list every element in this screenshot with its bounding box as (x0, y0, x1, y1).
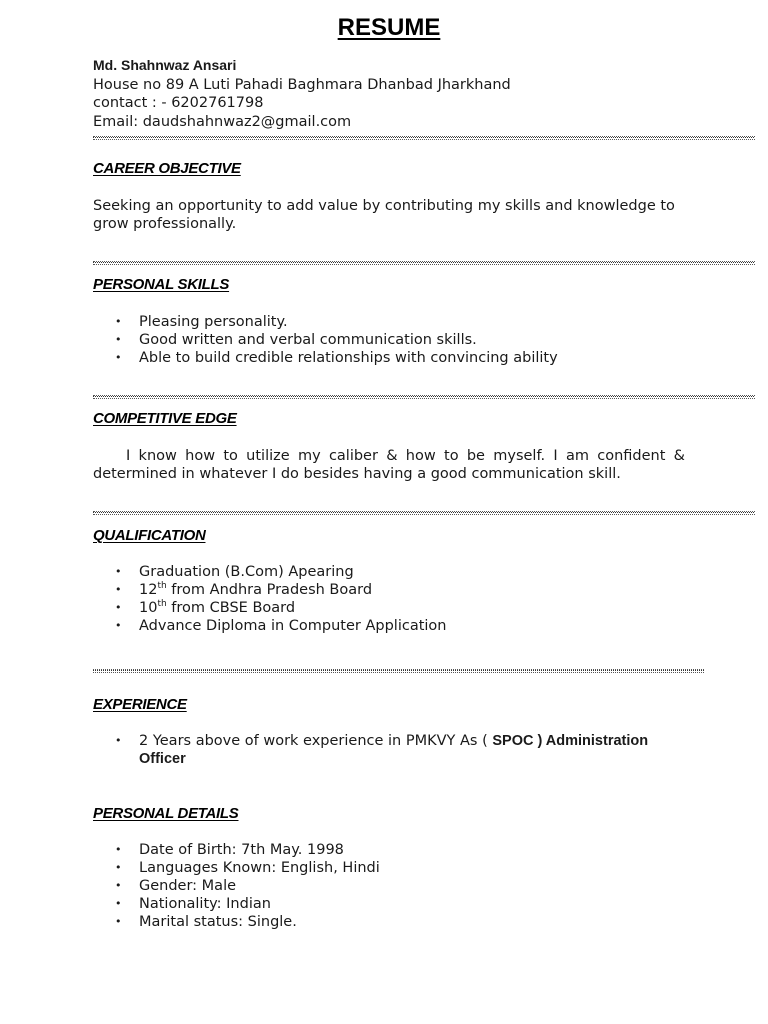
competitive-edge-heading: COMPETITIVE EDGE (93, 410, 237, 427)
experience-heading: EXPERIENCE (93, 696, 187, 713)
bullet-icon: • (115, 351, 122, 364)
list-item: • Gender: Male (115, 878, 237, 894)
list-item: • 2 Years above of work experience in PMKVY As ( SPOC ) Administration Officer (115, 733, 649, 767)
qualification-list (115, 563, 446, 635)
candidate-name: Md. Shahnwaz Ansari (93, 57, 237, 73)
personal-skills-heading: PERSONAL SKILLS (93, 276, 230, 293)
page-title: RESUME (337, 14, 441, 41)
personal-skills-list (115, 313, 558, 367)
bullet-icon: • (115, 601, 122, 614)
competitive-edge-text: I know how to utilize my caliber & how to be myself. I am confident & determined in whatever I do besides having a good communication skill. (93, 448, 685, 482)
list-item: • Pleasing personality. (115, 314, 288, 330)
bullet-icon: • (115, 619, 122, 632)
list-item: • Nationality: Indian (115, 896, 271, 912)
career-objective-text: Seeking an opportunity to add value by contributing my skills and knowledge to grow professionally. (93, 198, 675, 232)
list-item: • Graduation (B.Com) Apearing (115, 564, 354, 580)
list-item: • Date of Birth: 7th May. 1998 (115, 842, 344, 858)
list-item: • Able to build credible relationships with convincing ability (115, 350, 558, 366)
section-divider (93, 136, 755, 140)
list-item: • Advance Diploma in Computer Application (115, 618, 447, 634)
bullet-icon: • (115, 583, 122, 596)
career-objective-heading: CAREER OBJECTIVE (93, 160, 241, 177)
bullet-icon: • (115, 861, 122, 874)
section-divider (93, 511, 755, 515)
bullet-icon: • (115, 734, 122, 747)
bullet-icon: • (115, 565, 122, 578)
contact-block (93, 56, 511, 131)
section-divider (93, 669, 704, 673)
section-divider (93, 395, 755, 399)
bullet-icon: • (115, 315, 122, 328)
list-item: • Marital status: Single. (115, 914, 297, 930)
bullet-icon: • (115, 843, 122, 856)
bullet-icon: • (115, 897, 122, 910)
bullet-icon: • (115, 915, 122, 928)
bullet-icon: • (115, 333, 122, 346)
section-divider (93, 261, 755, 265)
list-item: • Languages Known: English, Hindi (115, 860, 380, 876)
bullet-icon: • (115, 879, 122, 892)
list-item: • Good written and verbal communication skills. (115, 332, 477, 348)
experience-list (115, 732, 695, 768)
list-item: • 12th from Andhra Pradesh Board (115, 581, 373, 598)
qualification-heading: QUALIFICATION (93, 527, 206, 544)
list-item: • 10th from CBSE Board (115, 599, 296, 616)
phone-line: contact : - 6202761798 (93, 95, 264, 111)
personal-details-heading: PERSONAL DETAILS (93, 805, 239, 822)
email-line: Email: daudshahnwaz2@gmail.com (93, 113, 352, 130)
personal-details-list (115, 841, 380, 931)
address-line: House no 89 A Luti Pahadi Baghmara Dhanbad Jharkhand (93, 76, 511, 93)
